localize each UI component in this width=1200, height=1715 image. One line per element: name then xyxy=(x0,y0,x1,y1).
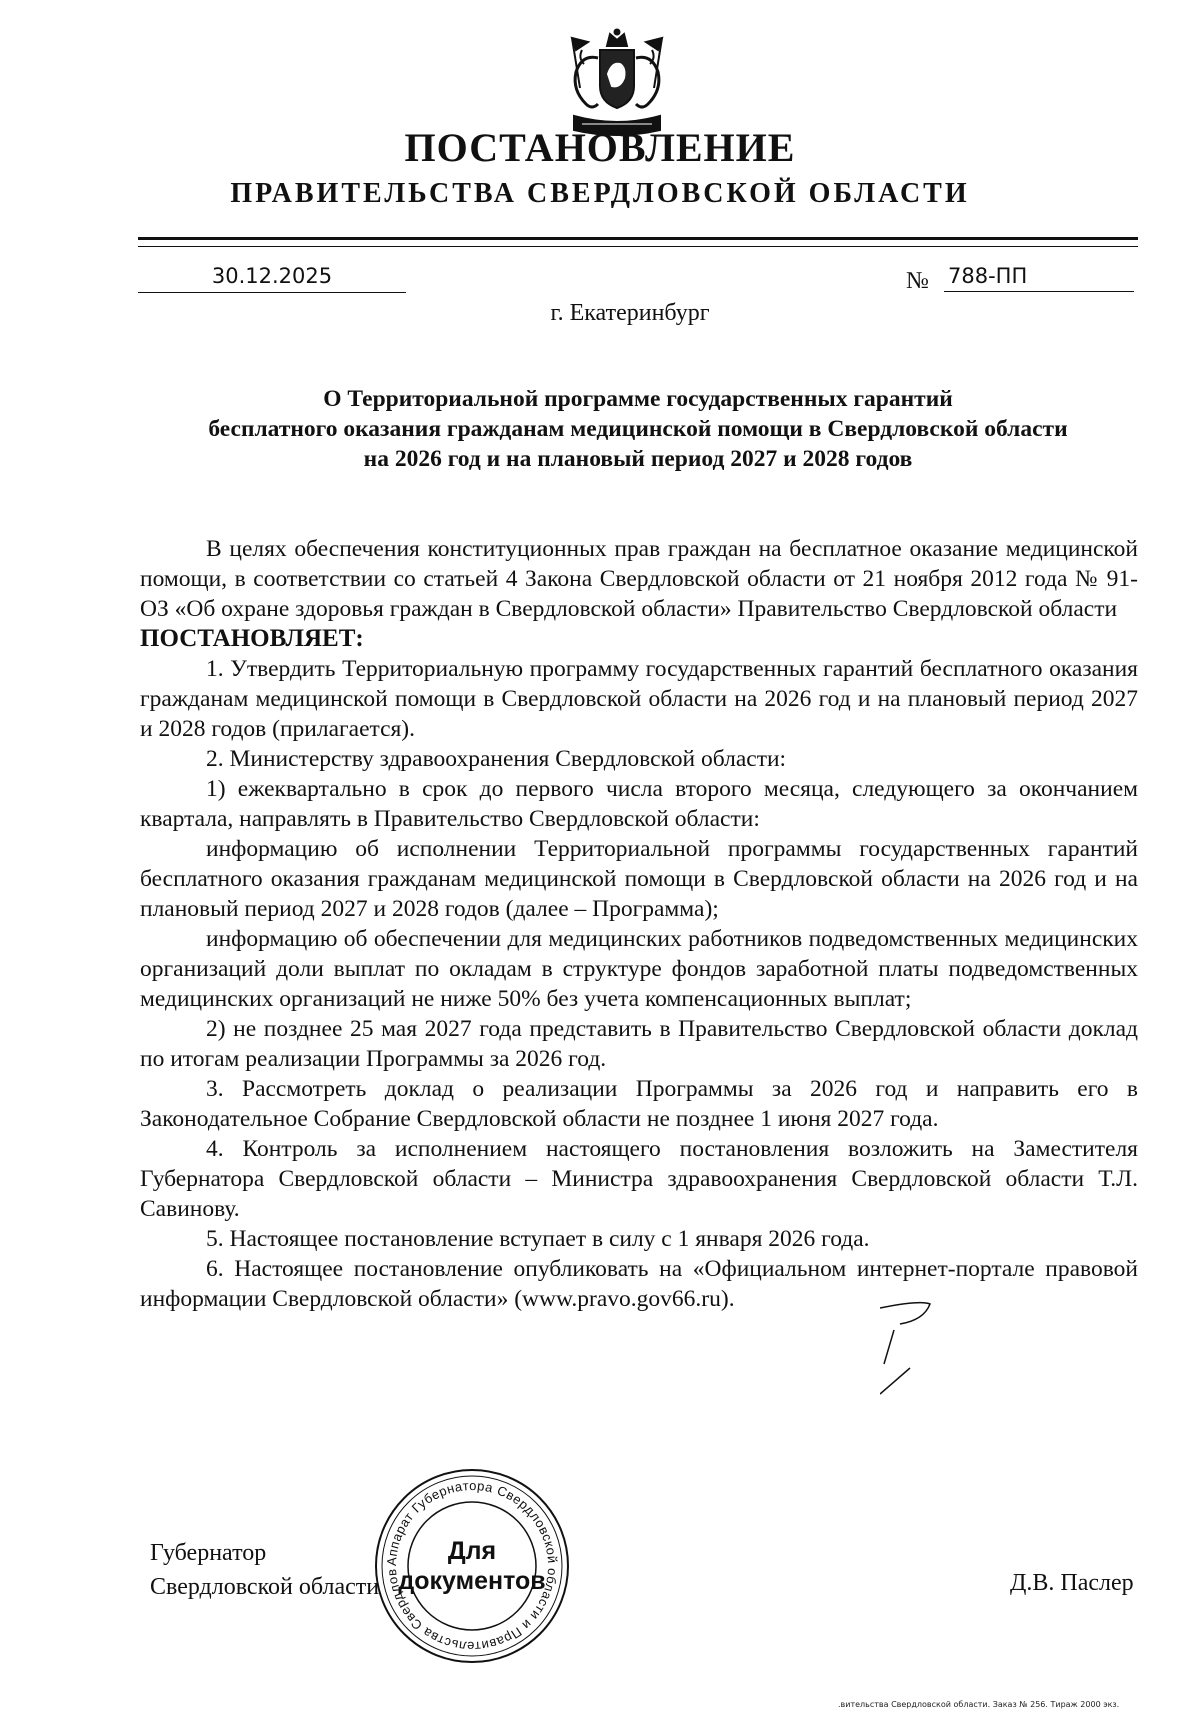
clause-2: 2. Министерству здравоохранения Свердловской области: xyxy=(206,746,787,772)
signatory-name: Д.В. Паслер xyxy=(1010,1570,1134,1596)
clause-2-1: 1) ежеквартально в срок до первого числа второго месяца, следующего за окончанием квартала, направлять в Правительство Свердловской области: xyxy=(140,776,1138,832)
document-subtitle: ПРАВИТЕЛЬСТВА СВЕРДЛОВСКОЙ ОБЛАСТИ xyxy=(230,178,970,209)
print-info: .вительства Свердловской области. Заказ № 256. Тираж 2000 экз. xyxy=(838,1700,1120,1709)
decree-heading: ПОСТАНОВЛЯЕТ: xyxy=(140,625,364,652)
stamp-ring-text: Аппарат Губернатора Свердловской области и Правительства Свердлов xyxy=(383,1477,561,1655)
subject-line: бесплатного оказания гражданам медицинской помощи в Свердловской области xyxy=(208,416,1068,442)
document-title: ПОСТАНОВЛЕНИЕ xyxy=(404,125,796,170)
city-label: г. Екатеринбург xyxy=(550,300,710,326)
signatory-position xyxy=(150,1536,379,1604)
clause-4: 4. Контроль за исполнением настоящего постановления возложить на Заместителя Губернатора Свердловской области – Министра здравоохранения Свердловской области Т.Л. Савинову. xyxy=(140,1136,1138,1222)
document-subject xyxy=(138,384,1138,474)
official-stamp xyxy=(372,1466,572,1666)
stamp-center-line: документов xyxy=(398,1567,546,1595)
header-rule-thin xyxy=(138,246,1138,247)
stamp-center-line: Для xyxy=(447,1537,497,1565)
clause-5: 5. Настоящее постановление вступает в силу с 1 января 2026 года. xyxy=(206,1226,870,1252)
clause-3: 3. Рассмотреть доклад о реализации Программы за 2026 год и направить его в Законодательное Собрание Свердловской области не позднее 1 июня 2027 года. xyxy=(140,1076,1138,1132)
handwritten-mark-icon xyxy=(880,1290,980,1400)
document-date: 30.12.2025 xyxy=(138,260,406,293)
clause-1: 1. Утвердить Территориальную программу государственных гарантий бесплатного оказания гражданам медицинской помощи в Свердловской области на 2026 год и на плановый период 2027 и 2028 годов (прилагается). xyxy=(140,656,1138,742)
clause-2-1-b: информацию об обеспечении для медицинских работников подведомственных медицинских организаций доли выплат по окладам в структуре фондов заработной платы подведомственных медицинских организаций не ниже 50% без учета компенсационных выплат; xyxy=(140,926,1138,1012)
document-body xyxy=(140,534,1138,1314)
subject-line: на 2026 год и на плановый период 2027 и 2028 годов xyxy=(363,446,913,472)
clause-2-2: 2) не позднее 25 мая 2027 года представить в Правительство Свердловской области доклад по итогам реализации Программы за 2026 год. xyxy=(140,1016,1138,1072)
document-number: 788-ПП xyxy=(944,260,1134,292)
signatory-position-line: Свердловской области xyxy=(150,1574,380,1600)
signatory-position-line: Губернатор xyxy=(150,1540,267,1566)
number-sign: № xyxy=(906,268,929,294)
preamble-paragraph: В целях обеспечения конституционных прав граждан на бесплатное оказание медицинской помощи, в соответствии со статьей 4 Закона Свердловской области от 21 ноября 2012 года № 91-ОЗ «Об охране здоровья граждан в Свердловской области» Правительство Свердловской области xyxy=(140,536,1138,622)
clause-6: 6. Настоящее постановление опубликовать на «Официальном интернет-портале правовой информации Свердловской области» (www.pravo.gov66.ru). xyxy=(140,1256,1138,1312)
stamp-center xyxy=(372,1466,572,1666)
header-rule-thick xyxy=(138,237,1138,240)
subject-line: О Территориальной программе государственных гарантий xyxy=(323,386,953,412)
clause-2-1-a: информацию об исполнении Территориальной программы государственных гарантий бесплатного оказания гражданам медицинской помощи в Свердловской области на 2026 год и на плановый период 2027 и 2028 годов (далее – Программа); xyxy=(140,836,1138,922)
